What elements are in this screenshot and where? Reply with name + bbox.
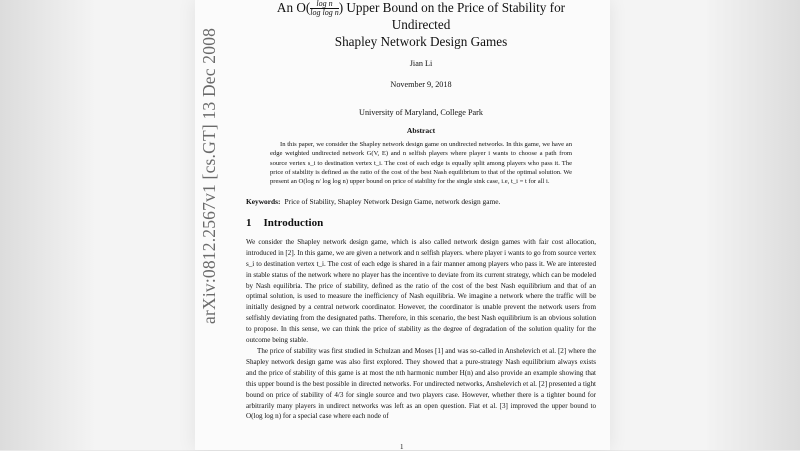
- abstract-heading: Abstract: [406, 126, 436, 136]
- author: Jian Li: [409, 59, 433, 69]
- paragraph: We consider the Shapley network design game, which is also called network design games with fair cost allocation, introduced in [2]. In this game, we are given a network and n selfish players. where player i wants to go from source vertex s_i to destination vertex t_i. The cost of each edge is shared in a fair manner among players who pass it. We are interested in stable status of the network where no player has the incentive to deviate from its current strategy, which can be modeled by Nash equilibria. The price of stability, defined as the ratio of the cost of the best Nash equilibrium and that of an optimal solution, is used to measure the inefficiency of Nash equilibria. We imagine a network where the traffic will be initially designed by a central network coordinator. However, the coordinator is unable prevent the network users from selfishly deviating from the designated paths. Therefore, in this scenario, the best Nash equilibrium is an obvious solution to propose. In this sense, we can think the price of stability as the degree of degradation of the solution quality for the outcome being stable.: [246, 237, 596, 345]
- title-suffix: ) Upper Bound on the Price of Stability for Undirected: [338, 0, 566, 33]
- title-frac-denominator: log log n: [310, 8, 339, 18]
- section-title: Introduction: [263, 217, 324, 230]
- abstract-text: In this paper, we consider the Shapley network design game on undirected networks. In this game, we have an edge weighted undirected network G(V, E) and n selfish players where player i wants to choose a path from source vertex s_i to destination vertex t_i. The cost of each edge is equally split among players who pass it. The price of stability is defined as the ratio of the cost of the best Nash equilibrium to that of the optimal solution. We present an O(log n/ log log n) upper bound on price of stability for the single sink case, i.e, t_i = t for all i.: [270, 141, 572, 185]
- title-frac-numerator: log n: [310, 0, 338, 9]
- keywords: [246, 197, 596, 208]
- date: November 9, 2018: [390, 80, 452, 90]
- title-line2: Shapley Network Design Games: [334, 33, 508, 49]
- keywords-text: Price of Stability, Shapley Network Design Game, network design game.: [284, 197, 501, 207]
- paper-content: [246, 0, 596, 422]
- affiliation: University of Maryland, College Park: [359, 108, 483, 118]
- paragraph: The price of stability was first studied in Schulzan and Moses [1] and was so-called in Anshelevich et al. [2] where the Shapley network design game was also first explored. They showed that a pure-strategy Nash equilibrium always exists and the price of stability of this game is at most the nth harmonic number H(n) and also provide an example showing that this upper bound is the best possible in directed networks. For undirected networks, Anshelevich et al. [2] presented a tight bound on price of stability of 4/3 for single source and two players case. However, whether there is a tighter bound for arbitrarily many players in undirect networks was left as an open question. Fiat et al. [3] improved the upper bound to O(log log n) for a special case where each node of: [246, 346, 596, 421]
- keywords-label: Keywords:: [246, 197, 281, 207]
- paper-title: [246, 0, 596, 50]
- title-fraction: [310, 0, 338, 17]
- title-prefix: An O(: [276, 0, 311, 15]
- section-heading: [246, 218, 596, 229]
- page-number: 1: [400, 443, 404, 451]
- section-number: 1: [246, 217, 252, 230]
- arxiv-stamp: arXiv:0812.2567v1 [cs.GT] 13 Dec 2008: [199, 27, 219, 324]
